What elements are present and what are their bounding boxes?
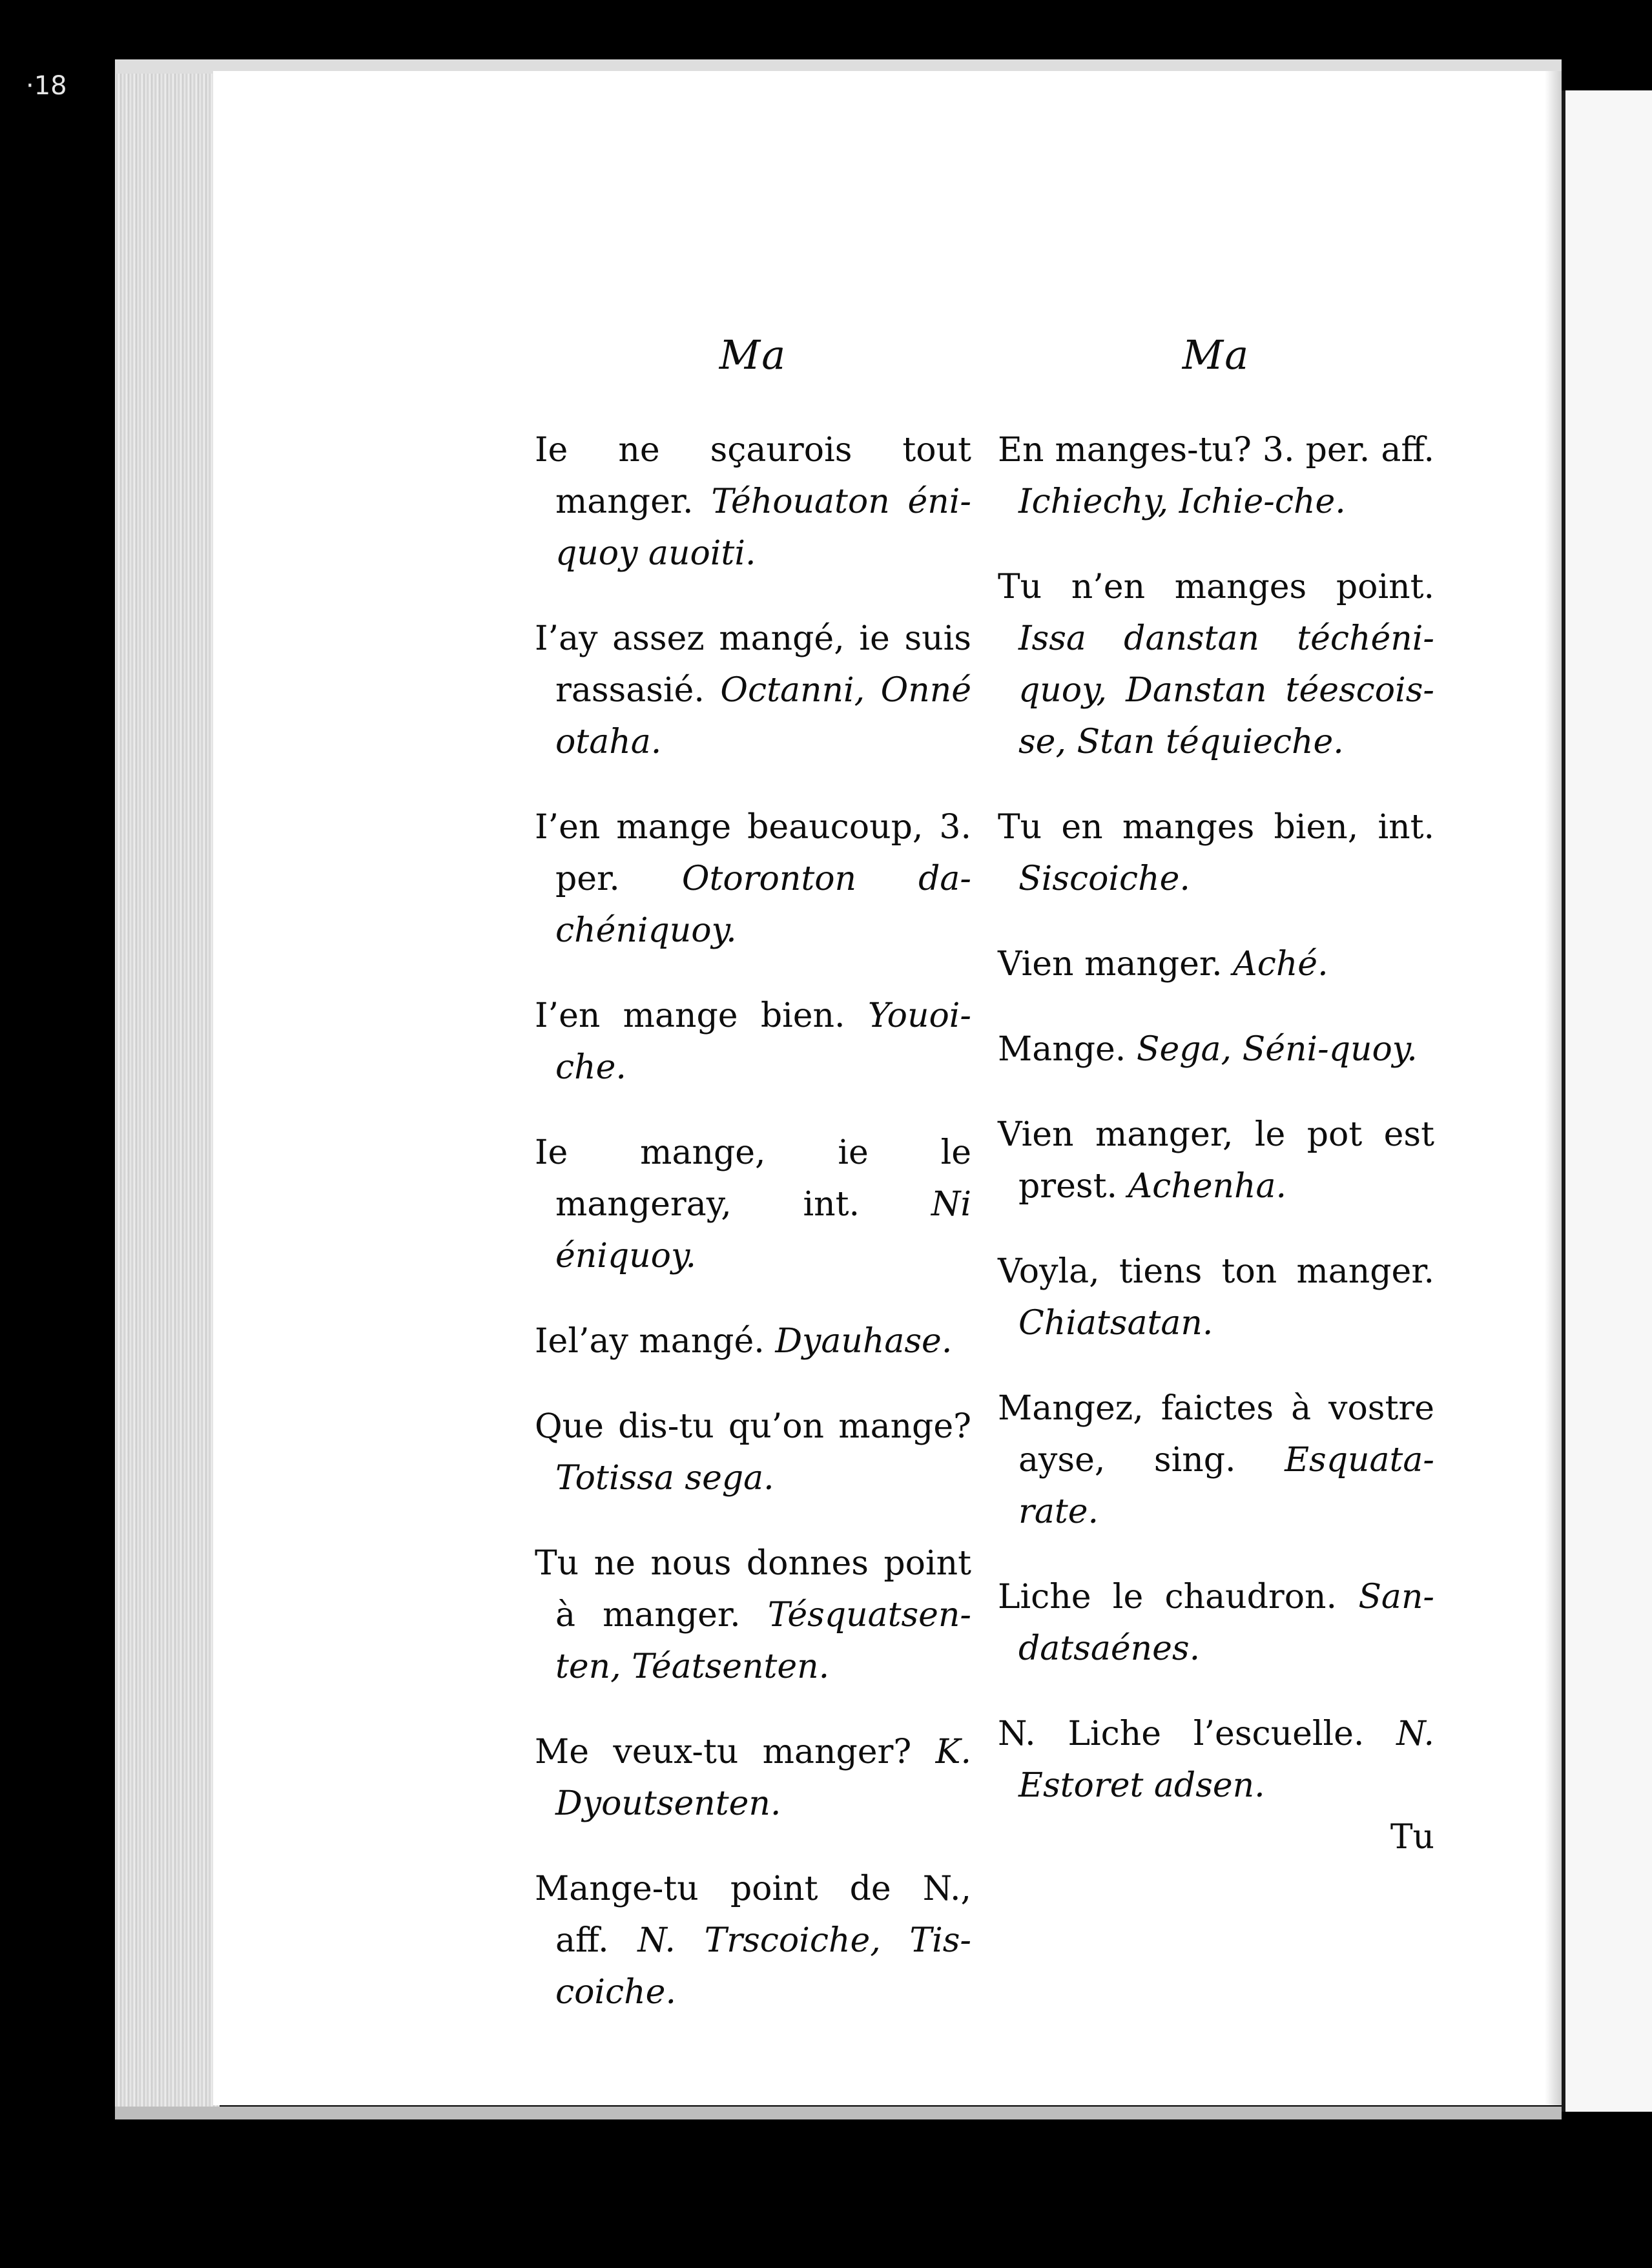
entry-huron: Ni éniquoy. — [555, 1185, 971, 1275]
entry — [535, 801, 971, 956]
entry-huron: San-datsaénes. — [1018, 1578, 1434, 1668]
entry — [998, 1109, 1434, 1212]
entry — [998, 938, 1434, 990]
entry — [535, 1726, 971, 1830]
entry — [998, 561, 1434, 768]
book-page-edges — [115, 59, 220, 2107]
entry-french: I’ay assez mangé, ie suis rassasié. — [535, 619, 971, 710]
entry-french: Ie mange, ie le mangeray, int. — [535, 1133, 971, 1224]
entry-huron: Aché. — [1233, 945, 1328, 984]
entry — [535, 613, 971, 768]
page-gutter-shadow — [1545, 71, 1562, 2105]
entry — [998, 1708, 1434, 1811]
entry — [535, 1127, 971, 1282]
left-column-heading: Ma — [719, 331, 787, 378]
entry-huron: N. Trscoiche, Tis-coiche. — [555, 1921, 971, 2012]
entry — [998, 801, 1434, 905]
entry-huron: Chiatsatan. — [1018, 1304, 1213, 1343]
facing-page-edge — [1562, 90, 1652, 2112]
entry-huron: Tésquatsen-ten, Téatsenten. — [555, 1596, 971, 1686]
entry — [535, 1315, 971, 1367]
entry — [535, 424, 971, 579]
entry-huron: Téhouaton éni-quoy auoiti. — [555, 482, 971, 573]
entry — [998, 1024, 1434, 1075]
entry-french: Vien manger. — [998, 945, 1234, 984]
entry — [535, 1538, 971, 1693]
left-column — [535, 326, 971, 2040]
entry-huron: Otoronton da-chéniquoy. — [555, 860, 971, 950]
book-bottom-edge — [115, 2107, 1562, 2119]
entry — [998, 424, 1434, 528]
catchword: Tu — [1390, 1818, 1434, 1857]
right-column — [998, 326, 1434, 1857]
entry — [998, 1383, 1434, 1538]
entry-huron: Ichiechy, Ichie-che. — [1018, 482, 1346, 521]
entry — [998, 1246, 1434, 1349]
entry-french: Me veux-tu manger? — [535, 1733, 936, 1771]
entry-french: N. Liche l’escuelle. — [998, 1715, 1397, 1753]
entry-huron: Issa danstan téchéni-quoy, Danstan téescois-se, Stan téquieche. — [1018, 619, 1434, 761]
entry-french: Iel’ay mangé. — [535, 1322, 776, 1361]
entry-huron: Youoi-che. — [555, 996, 971, 1087]
entry-french: Voyla, tiens ton manger. — [998, 1252, 1434, 1291]
entry-french: Ie ne sçaurois tout manger. — [535, 431, 971, 521]
entry-french: I’en mange beaucoup, 3. per. — [535, 808, 971, 898]
entry-huron: Octanni, Onné otaha. — [555, 671, 971, 761]
entry-huron: N. Estoret adsen. — [1018, 1715, 1434, 1805]
entry-french: Mange-tu point de N., aff. — [535, 1870, 971, 1960]
entry-french: Vien manger, le pot est prest. — [998, 1115, 1434, 1206]
entry-french: Mangez, faictes à vostre ayse, sing. — [998, 1389, 1434, 1479]
entry — [998, 1571, 1434, 1675]
entry-french: Que dis-tu qu’on mange? — [535, 1407, 971, 1446]
left-entry-list — [535, 424, 971, 2018]
entry-huron: Sega, Séni-quoy. — [1136, 1030, 1418, 1069]
entry-huron: Esquata-rate. — [1018, 1441, 1434, 1531]
entry — [535, 990, 971, 1093]
entry-huron: Achenha. — [1128, 1167, 1287, 1206]
entry-huron: K. Dyoutsenten. — [555, 1733, 971, 1823]
entry-huron: Siscoiche. — [1018, 860, 1190, 898]
entry-french: I’en mange bien. — [535, 996, 868, 1035]
entry-french: Tu ne nous donnes point à manger. — [535, 1544, 971, 1634]
entry-huron: Totissa sega. — [555, 1459, 774, 1498]
entry-french: Tu n’en manges point. — [998, 568, 1434, 606]
margin-mark: ·18 — [26, 71, 67, 101]
entry — [535, 1401, 971, 1504]
right-entry-list — [998, 424, 1434, 1857]
right-column-heading: Ma — [1182, 331, 1250, 378]
entry-french: Liche le chaudron. — [998, 1578, 1359, 1616]
entry-huron: Dyauhase. — [775, 1322, 953, 1361]
entry-french: En manges-tu? 3. per. aff. — [998, 431, 1434, 469]
entry — [535, 1863, 971, 2018]
entry-french: Tu en manges bien, int. — [998, 808, 1434, 847]
entry-french: Mange. — [998, 1030, 1137, 1069]
